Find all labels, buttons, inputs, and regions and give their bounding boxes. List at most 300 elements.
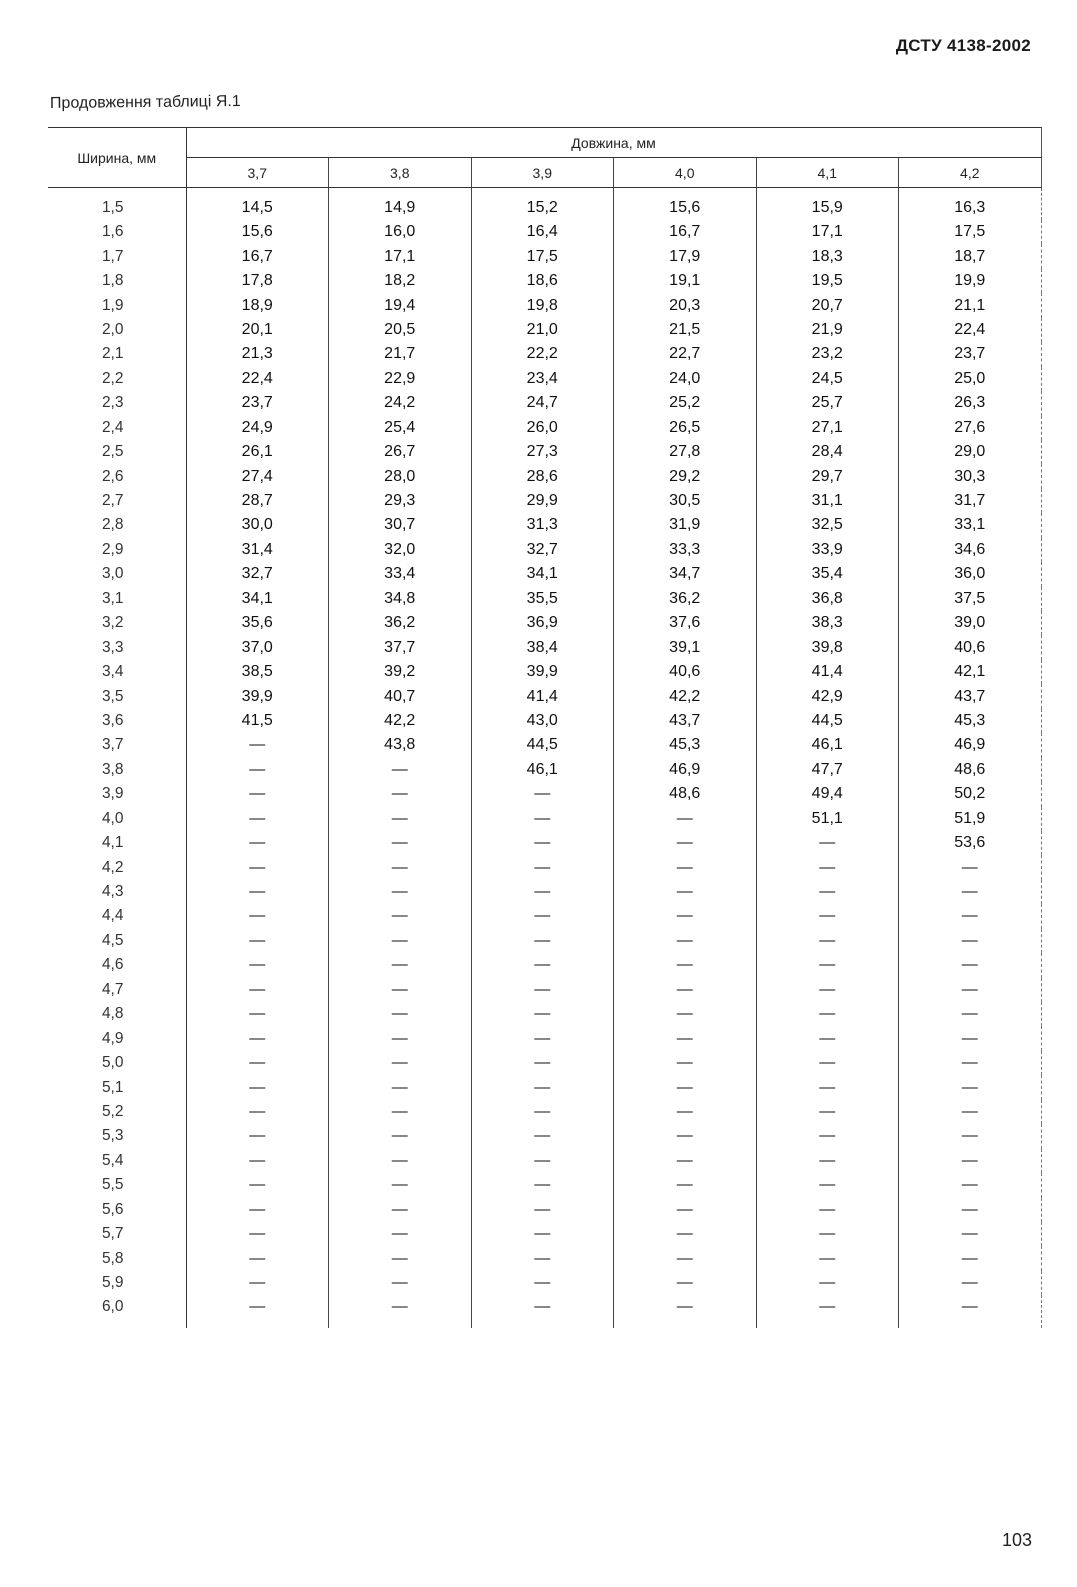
- mass-value-cell: —: [899, 1173, 1042, 1197]
- mass-value-cell: —: [471, 1051, 614, 1075]
- mass-value-cell: 15,9: [756, 188, 899, 221]
- width-cell: 2,0: [48, 318, 186, 342]
- mass-value-cell: —: [756, 929, 899, 953]
- mass-value-cell: —: [756, 1222, 899, 1246]
- mass-value-cell: —: [471, 855, 614, 879]
- mass-value-cell: 29,0: [899, 440, 1042, 464]
- mass-value-cell: 28,7: [186, 489, 329, 513]
- mass-value-cell: 35,4: [756, 562, 899, 586]
- width-cell: 2,6: [48, 464, 186, 488]
- mass-value-cell: —: [186, 1246, 329, 1270]
- width-cell: 5,3: [48, 1124, 186, 1148]
- mass-value-cell: —: [899, 978, 1042, 1002]
- length-column-header: 3,8: [329, 158, 472, 188]
- mass-value-cell: 41,5: [186, 709, 329, 733]
- table-row: [48, 1149, 1041, 1173]
- mass-value-cell: 30,7: [329, 513, 472, 537]
- mass-value-cell: 41,4: [756, 660, 899, 684]
- mass-value-cell: —: [329, 1222, 472, 1246]
- width-column-header: Ширина, мм: [48, 128, 186, 188]
- table-row: [48, 293, 1041, 317]
- mass-value-cell: 18,9: [186, 293, 329, 317]
- mass-value-cell: —: [329, 1026, 472, 1050]
- mass-value-cell: —: [756, 1246, 899, 1270]
- table-row: [48, 188, 1041, 221]
- mass-value-cell: 28,6: [471, 464, 614, 488]
- mass-value-cell: 42,9: [756, 684, 899, 708]
- mass-value-cell: 21,0: [471, 318, 614, 342]
- mass-value-cell: —: [614, 1149, 757, 1173]
- width-cell: 3,9: [48, 782, 186, 806]
- table-row: [48, 342, 1041, 366]
- length-column-header: 4,0: [614, 158, 757, 188]
- mass-value-cell: —: [899, 880, 1042, 904]
- mass-value-cell: —: [614, 831, 757, 855]
- width-cell: 3,6: [48, 709, 186, 733]
- width-cell: 4,5: [48, 929, 186, 953]
- table-row: [48, 1295, 1041, 1327]
- mass-value-cell: —: [471, 880, 614, 904]
- mass-value-cell: 17,5: [471, 244, 614, 268]
- mass-value-cell: —: [329, 1124, 472, 1148]
- mass-value-cell: 38,4: [471, 635, 614, 659]
- mass-value-cell: 34,8: [329, 587, 472, 611]
- mass-value-cell: 31,1: [756, 489, 899, 513]
- mass-value-cell: —: [899, 1198, 1042, 1222]
- mass-value-cell: 40,7: [329, 684, 472, 708]
- table-row: [48, 367, 1041, 391]
- mass-value-cell: —: [186, 904, 329, 928]
- mass-value-cell: 34,7: [614, 562, 757, 586]
- mass-value-cell: —: [614, 1198, 757, 1222]
- mass-value-cell: 25,4: [329, 416, 472, 440]
- mass-value-cell: —: [756, 953, 899, 977]
- mass-value-cell: 37,7: [329, 635, 472, 659]
- width-cell: 4,4: [48, 904, 186, 928]
- table-row: [48, 587, 1041, 611]
- table-row: [48, 391, 1041, 415]
- mass-value-cell: —: [329, 1295, 472, 1327]
- mass-value-cell: 42,1: [899, 660, 1042, 684]
- mass-value-cell: 40,6: [899, 635, 1042, 659]
- mass-value-cell: 36,8: [756, 587, 899, 611]
- mass-value-cell: 24,5: [756, 367, 899, 391]
- mass-value-cell: 45,3: [899, 709, 1042, 733]
- mass-value-cell: —: [186, 929, 329, 953]
- mass-value-cell: 36,0: [899, 562, 1042, 586]
- mass-value-cell: 21,7: [329, 342, 472, 366]
- document-code: ДСТУ 4138-2002: [895, 36, 1031, 55]
- mass-value-cell: 30,5: [614, 489, 757, 513]
- width-cell: 5,9: [48, 1271, 186, 1295]
- mass-value-cell: —: [614, 1295, 757, 1327]
- mass-value-cell: 39,9: [186, 684, 329, 708]
- width-cell: 3,3: [48, 635, 186, 659]
- table-row: [48, 538, 1041, 562]
- mass-value-cell: 39,2: [329, 660, 472, 684]
- mass-value-cell: 19,9: [899, 269, 1042, 293]
- mass-value-cell: —: [899, 1149, 1042, 1173]
- table-row: [48, 660, 1041, 684]
- mass-value-cell: 47,7: [756, 758, 899, 782]
- mass-value-cell: 28,4: [756, 440, 899, 464]
- mass-value-cell: 26,0: [471, 416, 614, 440]
- table-row: [48, 758, 1041, 782]
- table-row: [48, 929, 1041, 953]
- mass-value-cell: 46,9: [899, 733, 1042, 757]
- mass-value-cell: 36,2: [614, 587, 757, 611]
- table-row: [48, 684, 1041, 708]
- mass-value-cell: 14,9: [329, 188, 472, 221]
- mass-value-cell: —: [186, 1295, 329, 1327]
- mass-value-cell: —: [329, 978, 472, 1002]
- mass-value-cell: —: [756, 1295, 899, 1327]
- table-row: [48, 978, 1041, 1002]
- mass-value-cell: 31,7: [899, 489, 1042, 513]
- mass-value-cell: 29,9: [471, 489, 614, 513]
- mass-value-cell: —: [471, 1295, 614, 1327]
- mass-value-cell: 33,4: [329, 562, 472, 586]
- width-cell: 2,5: [48, 440, 186, 464]
- mass-value-cell: 15,2: [471, 188, 614, 221]
- mass-value-cell: 18,2: [329, 269, 472, 293]
- mass-value-cell: 25,2: [614, 391, 757, 415]
- mass-value-cell: —: [471, 1075, 614, 1099]
- mass-value-cell: —: [899, 953, 1042, 977]
- mass-value-cell: —: [899, 1026, 1042, 1050]
- mass-value-cell: 32,7: [186, 562, 329, 586]
- mass-value-cell: —: [756, 1026, 899, 1050]
- mass-value-cell: —: [756, 1173, 899, 1197]
- mass-value-cell: 16,3: [899, 188, 1042, 221]
- page-number: 103: [1001, 1530, 1032, 1550]
- mass-value-cell: 14,5: [186, 188, 329, 221]
- mass-value-cell: 33,9: [756, 538, 899, 562]
- width-cell: 3,5: [48, 684, 186, 708]
- mass-value-cell: —: [186, 1124, 329, 1148]
- mass-value-cell: 35,6: [186, 611, 329, 635]
- mass-value-cell: —: [756, 880, 899, 904]
- table-row: [48, 244, 1041, 268]
- mass-value-cell: 24,0: [614, 367, 757, 391]
- mass-value-cell: —: [614, 1222, 757, 1246]
- width-cell: 5,1: [48, 1075, 186, 1099]
- mass-value-cell: 22,4: [899, 318, 1042, 342]
- mass-value-cell: 22,4: [186, 367, 329, 391]
- mass-value-cell: 17,9: [614, 244, 757, 268]
- mass-value-cell: —: [471, 1271, 614, 1295]
- width-cell: 1,7: [48, 244, 186, 268]
- mass-value-cell: 29,2: [614, 464, 757, 488]
- width-cell: 2,9: [48, 538, 186, 562]
- mass-value-cell: —: [471, 904, 614, 928]
- mass-value-cell: —: [329, 1075, 472, 1099]
- mass-value-cell: 39,0: [899, 611, 1042, 635]
- table-row: [48, 1198, 1041, 1222]
- table-head: [48, 128, 1041, 188]
- table-row: [48, 635, 1041, 659]
- width-cell: 1,8: [48, 269, 186, 293]
- mass-value-cell: 21,1: [899, 293, 1042, 317]
- mass-value-cell: 33,3: [614, 538, 757, 562]
- mass-value-cell: 34,6: [899, 538, 1042, 562]
- table-row: [48, 1002, 1041, 1026]
- mass-value-cell: 27,8: [614, 440, 757, 464]
- table-row: [48, 1124, 1041, 1148]
- mass-value-cell: 37,6: [614, 611, 757, 635]
- table-row: [48, 489, 1041, 513]
- mass-value-cell: —: [329, 807, 472, 831]
- mass-value-cell: 46,9: [614, 758, 757, 782]
- width-cell: 2,3: [48, 391, 186, 415]
- width-cell: 3,4: [48, 660, 186, 684]
- width-cell: 3,7: [48, 733, 186, 757]
- mass-value-cell: 37,0: [186, 635, 329, 659]
- mass-value-cell: —: [756, 831, 899, 855]
- mass-value-cell: —: [329, 1002, 472, 1026]
- mass-value-cell: 35,5: [471, 587, 614, 611]
- mass-value-cell: —: [756, 1149, 899, 1173]
- mass-value-cell: 20,5: [329, 318, 472, 342]
- table-container: [48, 127, 1041, 1328]
- mass-value-cell: —: [614, 1026, 757, 1050]
- mass-value-cell: 30,0: [186, 513, 329, 537]
- table-row: [48, 904, 1041, 928]
- mass-value-cell: —: [186, 1051, 329, 1075]
- mass-value-cell: 22,7: [614, 342, 757, 366]
- mass-value-cell: 27,3: [471, 440, 614, 464]
- mass-value-cell: 50,2: [899, 782, 1042, 806]
- mass-value-cell: —: [614, 904, 757, 928]
- table-row: [48, 1173, 1041, 1197]
- mass-value-cell: —: [899, 1075, 1042, 1099]
- mass-value-cell: —: [614, 978, 757, 1002]
- mass-value-cell: 31,3: [471, 513, 614, 537]
- mass-value-cell: —: [471, 1198, 614, 1222]
- mass-value-cell: 42,2: [614, 684, 757, 708]
- mass-value-cell: —: [186, 880, 329, 904]
- width-cell: 2,7: [48, 489, 186, 513]
- table-row: [48, 1222, 1041, 1246]
- mass-value-cell: 19,1: [614, 269, 757, 293]
- mass-value-cell: —: [614, 953, 757, 977]
- width-cell: 5,4: [48, 1149, 186, 1173]
- length-column-header: 4,2: [899, 158, 1042, 188]
- mass-value-cell: 22,2: [471, 342, 614, 366]
- length-column-header: 3,7: [186, 158, 329, 188]
- mass-value-cell: —: [471, 1002, 614, 1026]
- mass-value-cell: 21,5: [614, 318, 757, 342]
- mass-value-cell: 19,5: [756, 269, 899, 293]
- width-cell: 2,8: [48, 513, 186, 537]
- length-column-header: 4,1: [756, 158, 899, 188]
- mass-value-cell: 46,1: [471, 758, 614, 782]
- mass-value-cell: —: [614, 1051, 757, 1075]
- mass-value-cell: 17,1: [329, 244, 472, 268]
- mass-value-cell: 43,7: [614, 709, 757, 733]
- mass-value-cell: 16,0: [329, 220, 472, 244]
- mass-value-cell: 43,0: [471, 709, 614, 733]
- mass-value-cell: 39,1: [614, 635, 757, 659]
- mass-value-cell: 43,8: [329, 733, 472, 757]
- table-row: [48, 953, 1041, 977]
- table-row: [48, 513, 1041, 537]
- mass-value-cell: 24,7: [471, 391, 614, 415]
- table-row: [48, 440, 1041, 464]
- mass-value-cell: 21,9: [756, 318, 899, 342]
- width-cell: 3,2: [48, 611, 186, 635]
- table-row: [48, 318, 1041, 342]
- mass-value-cell: 43,7: [899, 684, 1042, 708]
- mass-value-cell: 46,1: [756, 733, 899, 757]
- length-values-header-row: [48, 158, 1041, 188]
- mass-value-cell: —: [614, 1173, 757, 1197]
- mass-value-cell: —: [756, 1051, 899, 1075]
- mass-value-cell: —: [471, 1124, 614, 1148]
- mass-value-cell: 19,8: [471, 293, 614, 317]
- mass-value-cell: 34,1: [186, 587, 329, 611]
- width-cell: 5,5: [48, 1173, 186, 1197]
- mass-value-cell: —: [471, 1173, 614, 1197]
- width-cell: 5,7: [48, 1222, 186, 1246]
- mass-value-cell: —: [186, 1100, 329, 1124]
- mass-value-cell: 32,5: [756, 513, 899, 537]
- mass-value-cell: 20,7: [756, 293, 899, 317]
- mass-value-cell: —: [899, 1100, 1042, 1124]
- table-row: [48, 1026, 1041, 1050]
- mass-value-cell: —: [471, 929, 614, 953]
- width-cell: 3,1: [48, 587, 186, 611]
- width-cell: 3,0: [48, 562, 186, 586]
- table-row: [48, 416, 1041, 440]
- mass-value-cell: 20,3: [614, 293, 757, 317]
- mass-value-cell: —: [899, 1051, 1042, 1075]
- mass-value-cell: —: [756, 1271, 899, 1295]
- table-row: [48, 1075, 1041, 1099]
- mass-value-cell: —: [186, 1149, 329, 1173]
- mass-value-cell: 16,7: [614, 220, 757, 244]
- mass-value-cell: —: [329, 1271, 472, 1295]
- mass-value-cell: 49,4: [756, 782, 899, 806]
- table-row: [48, 1051, 1041, 1075]
- mass-value-cell: 28,0: [329, 464, 472, 488]
- mass-value-cell: 17,5: [899, 220, 1042, 244]
- mass-value-cell: —: [186, 855, 329, 879]
- mass-value-cell: 25,7: [756, 391, 899, 415]
- mass-value-cell: —: [899, 1246, 1042, 1270]
- mass-value-cell: —: [899, 1295, 1042, 1327]
- mass-value-cell: —: [471, 1149, 614, 1173]
- mass-value-cell: 26,5: [614, 416, 757, 440]
- mass-value-cell: —: [186, 978, 329, 1002]
- mass-value-cell: —: [471, 782, 614, 806]
- mass-value-cell: 31,9: [614, 513, 757, 537]
- mass-value-cell: —: [329, 1051, 472, 1075]
- mass-value-cell: —: [186, 953, 329, 977]
- mass-value-cell: —: [899, 855, 1042, 879]
- mass-value-cell: 23,7: [186, 391, 329, 415]
- mass-value-cell: 32,7: [471, 538, 614, 562]
- mass-value-cell: —: [471, 953, 614, 977]
- mass-table: [48, 127, 1042, 1328]
- mass-value-cell: —: [756, 904, 899, 928]
- mass-value-cell: 29,3: [329, 489, 472, 513]
- mass-value-cell: 39,8: [756, 635, 899, 659]
- width-cell: 1,9: [48, 293, 186, 317]
- mass-value-cell: 44,5: [756, 709, 899, 733]
- mass-value-cell: —: [614, 1075, 757, 1099]
- mass-value-cell: —: [186, 1271, 329, 1295]
- mass-value-cell: 34,1: [471, 562, 614, 586]
- mass-value-cell: 38,3: [756, 611, 899, 635]
- table-row: [48, 1246, 1041, 1270]
- mass-value-cell: 53,6: [899, 831, 1042, 855]
- mass-value-cell: —: [186, 1198, 329, 1222]
- table-body: [48, 188, 1041, 1328]
- mass-value-cell: —: [614, 1124, 757, 1148]
- mass-value-cell: —: [329, 831, 472, 855]
- table-row: [48, 709, 1041, 733]
- mass-value-cell: 41,4: [471, 684, 614, 708]
- mass-value-cell: —: [329, 929, 472, 953]
- table-continuation-caption: Продовження таблиці Я.1: [49, 93, 241, 112]
- mass-value-cell: —: [186, 782, 329, 806]
- mass-value-cell: 23,2: [756, 342, 899, 366]
- width-cell: 6,0: [48, 1295, 186, 1327]
- width-cell: 4,9: [48, 1026, 186, 1050]
- mass-value-cell: 37,5: [899, 587, 1042, 611]
- width-cell: 4,7: [48, 978, 186, 1002]
- width-cell: 5,6: [48, 1198, 186, 1222]
- mass-value-cell: 40,6: [614, 660, 757, 684]
- mass-value-cell: 15,6: [614, 188, 757, 221]
- mass-value-cell: 23,4: [471, 367, 614, 391]
- mass-value-cell: —: [899, 1271, 1042, 1295]
- mass-value-cell: —: [756, 1100, 899, 1124]
- mass-value-cell: —: [899, 904, 1042, 928]
- mass-value-cell: —: [756, 1075, 899, 1099]
- mass-value-cell: —: [329, 782, 472, 806]
- mass-value-cell: 45,3: [614, 733, 757, 757]
- mass-value-cell: —: [471, 1222, 614, 1246]
- mass-value-cell: —: [329, 1198, 472, 1222]
- mass-value-cell: 26,7: [329, 440, 472, 464]
- table-row: [48, 831, 1041, 855]
- mass-value-cell: —: [471, 978, 614, 1002]
- mass-value-cell: —: [186, 758, 329, 782]
- mass-value-cell: 16,4: [471, 220, 614, 244]
- mass-value-cell: 32,0: [329, 538, 472, 562]
- mass-value-cell: 26,1: [186, 440, 329, 464]
- mass-value-cell: 30,3: [899, 464, 1042, 488]
- mass-value-cell: 16,7: [186, 244, 329, 268]
- mass-value-cell: —: [329, 1173, 472, 1197]
- width-cell: 2,1: [48, 342, 186, 366]
- table-row: [48, 807, 1041, 831]
- mass-value-cell: 17,8: [186, 269, 329, 293]
- mass-value-cell: 39,9: [471, 660, 614, 684]
- table-row: [48, 1271, 1041, 1295]
- width-cell: 5,8: [48, 1246, 186, 1270]
- mass-value-cell: —: [614, 1271, 757, 1295]
- mass-value-cell: —: [756, 1124, 899, 1148]
- mass-value-cell: 27,6: [899, 416, 1042, 440]
- mass-value-cell: —: [186, 1075, 329, 1099]
- mass-value-cell: —: [329, 953, 472, 977]
- mass-value-cell: 44,5: [471, 733, 614, 757]
- mass-value-cell: —: [899, 1002, 1042, 1026]
- mass-value-cell: —: [614, 1246, 757, 1270]
